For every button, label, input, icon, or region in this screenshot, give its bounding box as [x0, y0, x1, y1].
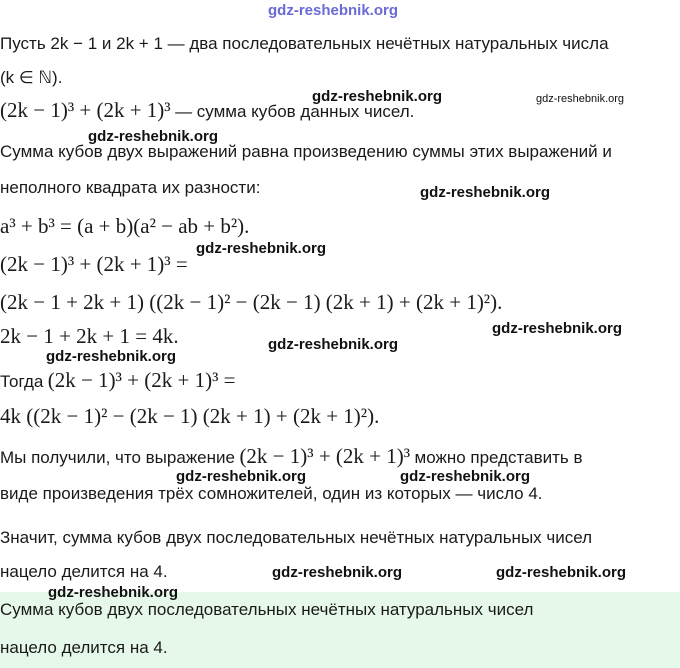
then-label: Тогда	[0, 372, 44, 391]
watermark: gdz-reshebnik.org	[420, 184, 551, 201]
watermark: gdz-reshebnik.org	[272, 564, 403, 581]
final-statement-1: Значит, сумма кубов двух последовательных нечётных натуральных чисел	[0, 528, 593, 547]
conclusion-line-1	[0, 444, 583, 469]
paragraph-intro-cont: (k ∈ ℕ).	[0, 68, 63, 87]
sum-of-cubes-label: — сумма кубов данных чисел.	[175, 102, 415, 121]
formula-expansion-start: (2k − 1)³ + (2k + 1)³ =	[0, 252, 188, 276]
formula-expansion: (2k − 1 + 2k + 1) ((2k − 1)² − (2k − 1) (2k + 1) + (2k + 1)²).	[0, 290, 503, 314]
watermark: gdz-reshebnik.org	[400, 468, 531, 485]
conclusion-text-a-end: можно представить в	[414, 448, 583, 467]
conclusion-text-a: Мы получили, что выражение	[0, 448, 235, 467]
watermark: gdz-reshebnik.org	[88, 128, 219, 145]
final-statement-2: нацело делится на 4.	[0, 562, 168, 581]
watermark-top: gdz-reshebnik.org	[268, 2, 399, 19]
watermark: gdz-reshebnik.org	[176, 468, 307, 485]
formula-sum-cubes: (2k − 1)³ + (2k + 1)³	[0, 98, 171, 122]
formula-then: (2k − 1)³ + (2k + 1)³ =	[47, 368, 236, 392]
watermark: gdz-reshebnik.org	[268, 336, 399, 353]
conclusion-line-2: виде произведения трёх сомножителей, один из которых — число 4.	[0, 484, 543, 503]
formula-conclusion: (2k − 1)³ + (2k + 1)³	[239, 444, 411, 468]
answer-line-1: Сумма кубов двух последовательных нечётных натуральных чисел	[0, 600, 534, 619]
answer-box	[0, 592, 680, 668]
formula-sum-simplified: 2k − 1 + 2k + 1 = 4k.	[0, 324, 179, 348]
then-line	[0, 368, 235, 393]
paragraph-intro: Пусть 2k − 1 и 2k + 1 — два последовательных нечётных натуральных числа	[0, 34, 609, 53]
watermark: gdz-reshebnik.org	[312, 88, 443, 105]
watermark: gdz-reshebnik.org	[48, 584, 179, 601]
watermark: gdz-reshebnik.org	[492, 320, 623, 337]
watermark: gdz-reshebnik.org	[496, 564, 627, 581]
paragraph-rule-cont: неполного квадрата их разности:	[0, 178, 261, 197]
formula-identity: a³ + b³ = (a + b)(a² − ab + b²).	[0, 214, 250, 238]
paragraph-rule: Сумма кубов двух выражений равна произведению суммы этих выражений и	[0, 142, 612, 161]
watermark: gdz-reshebnik.org	[46, 348, 177, 365]
answer-line-2: нацело делится на 4.	[0, 638, 168, 657]
watermark: gdz-reshebnik.org	[536, 93, 625, 105]
watermark: gdz-reshebnik.org	[196, 240, 327, 257]
formula-factored: 4k ((2k − 1)² − (2k − 1) (2k + 1) + (2k + 1)²).	[0, 404, 380, 428]
